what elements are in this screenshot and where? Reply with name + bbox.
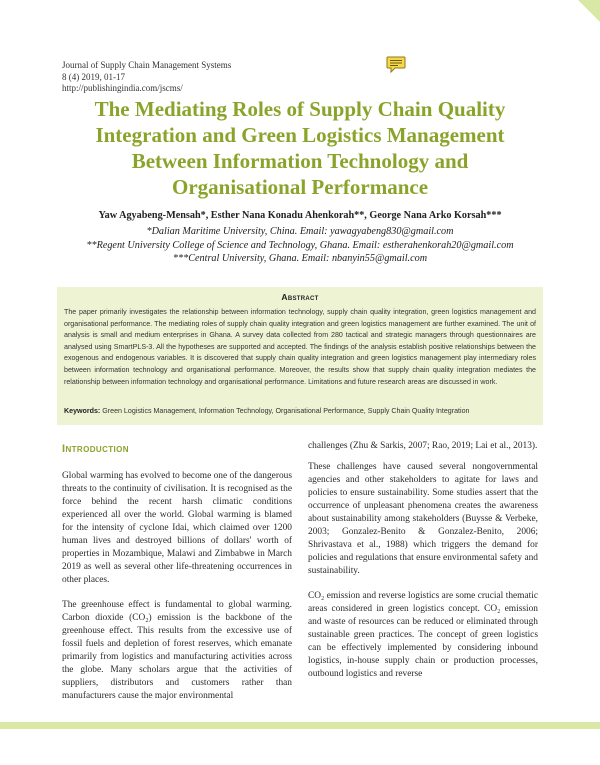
paragraph: The greenhouse effect is fundamental to global warming. Carbon dioxide (CO₂) emission is the backbone of the greenhouse effect. This results from the excessive use of fossil fuels and depletion of forest reserves, which emanate primarily from logistics and manufacturing activities across the globe. Many scholars argue that the activities of suppliers, distributors and customers rather than manufacturers cause the major environmental — [62, 600, 292, 701]
affiliation: **Regent University College of Science and Technology, Ghana. Email: estherahenkorah20@gmail.com — [86, 239, 514, 251]
paragraph: challenges (Zhu & Sarkis, 2007; Rao, 2019; Lai et al., 2013). — [308, 441, 538, 451]
corner-decoration — [578, 0, 600, 22]
title-line: Integration and Green Logistics Management — [95, 123, 505, 147]
journal-info — [62, 60, 231, 95]
footer-bar — [0, 722, 600, 729]
affiliation: *Dalian Maritime University, China. Email: yawagyabeng830@gmail.com — [146, 226, 454, 237]
title-line: Between Information Technology and — [131, 149, 469, 173]
journal-issue: 8 (4) 2019, 01-17 — [62, 71, 125, 82]
introduction-heading: Introduction — [62, 443, 129, 455]
abstract-heading: Abstract — [281, 292, 319, 302]
paragraph: Global warming has evolved to become one of the dangerous threats to the continuity of civilisation. It is recognised as the force behind the recent harsh climatic conditions experienced all over the world. Global warming is blamed for the intensity of cyclone Idai, which claimed over 1200 human lives and destroyed billions of dollars' worth of properties in Mozambique, Malawi and Zimbabwe in March 2019 as well as several other life-threatening occurrences in other places. — [62, 471, 292, 585]
keywords — [64, 407, 542, 415]
title-line: Organisational Performance — [171, 175, 429, 199]
left-column — [62, 470, 292, 715]
keywords-list: Green Logistics Management, Information Technology, Organisational Performance, Supply Chain Quality Integration — [102, 407, 470, 415]
right-column — [308, 440, 538, 693]
title-line: The Mediating Roles of Supply Chain Quality — [94, 97, 506, 121]
paper-title — [62, 96, 538, 200]
comment-icon[interactable] — [386, 56, 406, 74]
abstract-box — [57, 287, 543, 425]
keywords-label: Keywords: — [64, 407, 101, 415]
affiliations — [62, 225, 538, 266]
journal-url[interactable]: http://publishingindia.com/jscms/ — [62, 83, 183, 93]
paragraph: CO₂ emission and reverse logistics are some crucial thematic areas considered in green logistics concept. CO₂ emission and waste of resources can be reduced or eliminated through sustainable green practices. The concept of green logistics can be effectively implemented by considering inbound logistics, in-house supply chain or production processes, outbound logistics and reverse — [308, 591, 538, 679]
affiliation: ***Central University, Ghana. Email: nbanyin55@gmail.com — [172, 253, 428, 264]
journal-name: Journal of Supply Chain Management Systems — [62, 60, 232, 70]
paragraph: These challenges have caused several nongovernmental agencies and other stakeholders to agitate for laws and policies to ensure sustainability. Some studies assert that the occurrence of unpleasant phenomena creates the awareness about sustainability among stakeholders (Buysse & Verbeke, 2003; Gonzalez-Benito & Gonzalez-Benito, 2006; Shrivastava et al., 1988) which triggers the demand for policies and regulations that ensure environmental safety and sustainability. — [308, 462, 538, 576]
authors: Yaw Agyabeng-Mensah*, Esther Nana Konadu Ahenkorah**, George Nana Arko Korsah*** — [98, 210, 502, 221]
abstract-text: The paper primarily investigates the relationship between information technology, supply chain quality integration, green logistics management and organisational performance. The mediating roles of supply chain quality integration and green logistics management are further examined. The unit of analysis is small and medium enterprises in Ghana. A survey data collected from 280 tactical and strategic managers through questionnaires are analysed using SmartPLS-3. All the hypotheses are supported and accepted. The findings of the analysis establish positive relationships between the exogenous and endogenous variables. It is discovered that supply chain quality integration and green logistics management play intermediary roles between information technology and organisational performance. Moreover, the results show that supply chain quality integration mediates the relationship between information technology and organisational performance. Limitations and future research areas are discussed in work. — [64, 308, 536, 386]
